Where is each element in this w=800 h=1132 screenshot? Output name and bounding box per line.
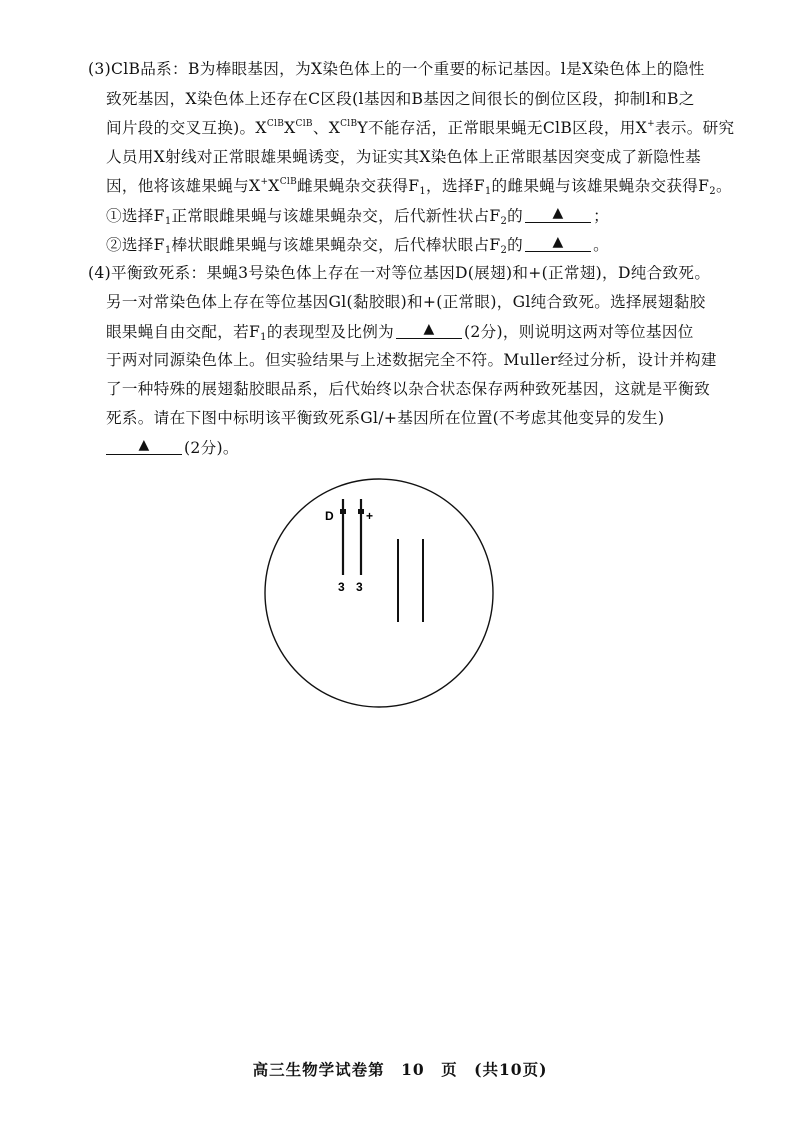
answer-blank-2[interactable] <box>525 233 591 252</box>
answer-blank-3[interactable] <box>396 320 462 339</box>
triangle-marker-icon: ▲ <box>138 437 150 453</box>
q3-item-1: ①选择$F_1$正常眼雌果蝇与该雄果蝇杂交，后代新性状占$F_2$的 ▲ ； <box>106 205 609 227</box>
cell-circle <box>265 479 493 707</box>
answer-blank-4[interactable] <box>106 436 182 455</box>
label-D: D <box>325 509 334 523</box>
q4-line-3: 眼果蝇自由交配，若$F_1$的表现型及比例为 ▲ (2分)，则说明这两对等位基因位 <box>106 321 694 343</box>
answer-blank-1[interactable] <box>525 204 591 223</box>
q3-line-5: 因，他将该雄果蝇与$X^+X^{ClB}$雌果蝇杂交获得$F_1$，选择$F_1$的雌果蝇与该雄果蝇杂交获得$F_2$。 <box>106 177 732 197</box>
triangle-marker-icon: ▲ <box>423 321 435 337</box>
triangle-marker-icon: ▲ <box>552 205 564 221</box>
page-footer: 高三生物学试卷第 10 页 (共10页) <box>252 1060 548 1079</box>
q4-line-1: (4)平衡致死系：果蝇3号染色体上存在一对等位基因D(展翅)和+(正常翅)，D纯合致死。 <box>88 264 711 282</box>
label-3-right: 3 <box>356 580 363 594</box>
q4-line-7: ▲ (2分)。 <box>106 436 239 459</box>
label-3-left: 3 <box>338 580 345 594</box>
q3-line-3: 间片段的交叉互换)。$X^{ClB}X^{ClB}$、$X^{ClB}Y$不能存活，正常眼果蝇无ClB区段，用X+表示。研究 <box>106 119 735 137</box>
q3-line-2: 致死基因，X染色体上还存在C区段(l基因和B基因之间很长的倒位区段，抑制l和B之 <box>106 90 695 108</box>
q4-line-6: 死系。请在下图中标明该平衡致死系Gl/+基因所在位置(不考虑其他变异的发生) <box>106 409 665 427</box>
q4-line-4: 于两对同源染色体上。但实验结果与上述数据完全不符。Muller经过分析，设计并构建 <box>106 351 717 369</box>
chromosome-diagram[interactable] <box>263 477 495 709</box>
q4-line-2: 另一对常染色体上存在等位基因Gl(黏胶眼)和+(正常眼)，Gl纯合致死。选择展翅黏胶 <box>106 293 706 311</box>
gene-plus-locus <box>358 509 364 514</box>
label-plus: + <box>366 509 374 523</box>
chromosome-diagram-svg <box>263 477 495 709</box>
q4-line-5: 了一种特殊的展翅黏胶眼品系，后代始终以杂合状态保存两种致死基因，这就是平衡致 <box>106 380 710 398</box>
q3-line-4: 人员用X射线对正常眼雄果蝇诱变，为证实其X染色体上正常眼基因突变成了新隐性基 <box>106 148 701 166</box>
gene-D-locus <box>340 509 346 514</box>
q3-item-2: ②选择$F_1$棒状眼雌果蝇与该雄果蝇杂交，后代棒状眼占$F_2$的 ▲ 。 <box>106 234 609 256</box>
triangle-marker-icon: ▲ <box>552 234 564 250</box>
q3-line-1: (3)ClB品系：B为棒眼基因，为X染色体上的一个重要的标记基因。l是X染色体上的隐性 <box>88 60 705 78</box>
